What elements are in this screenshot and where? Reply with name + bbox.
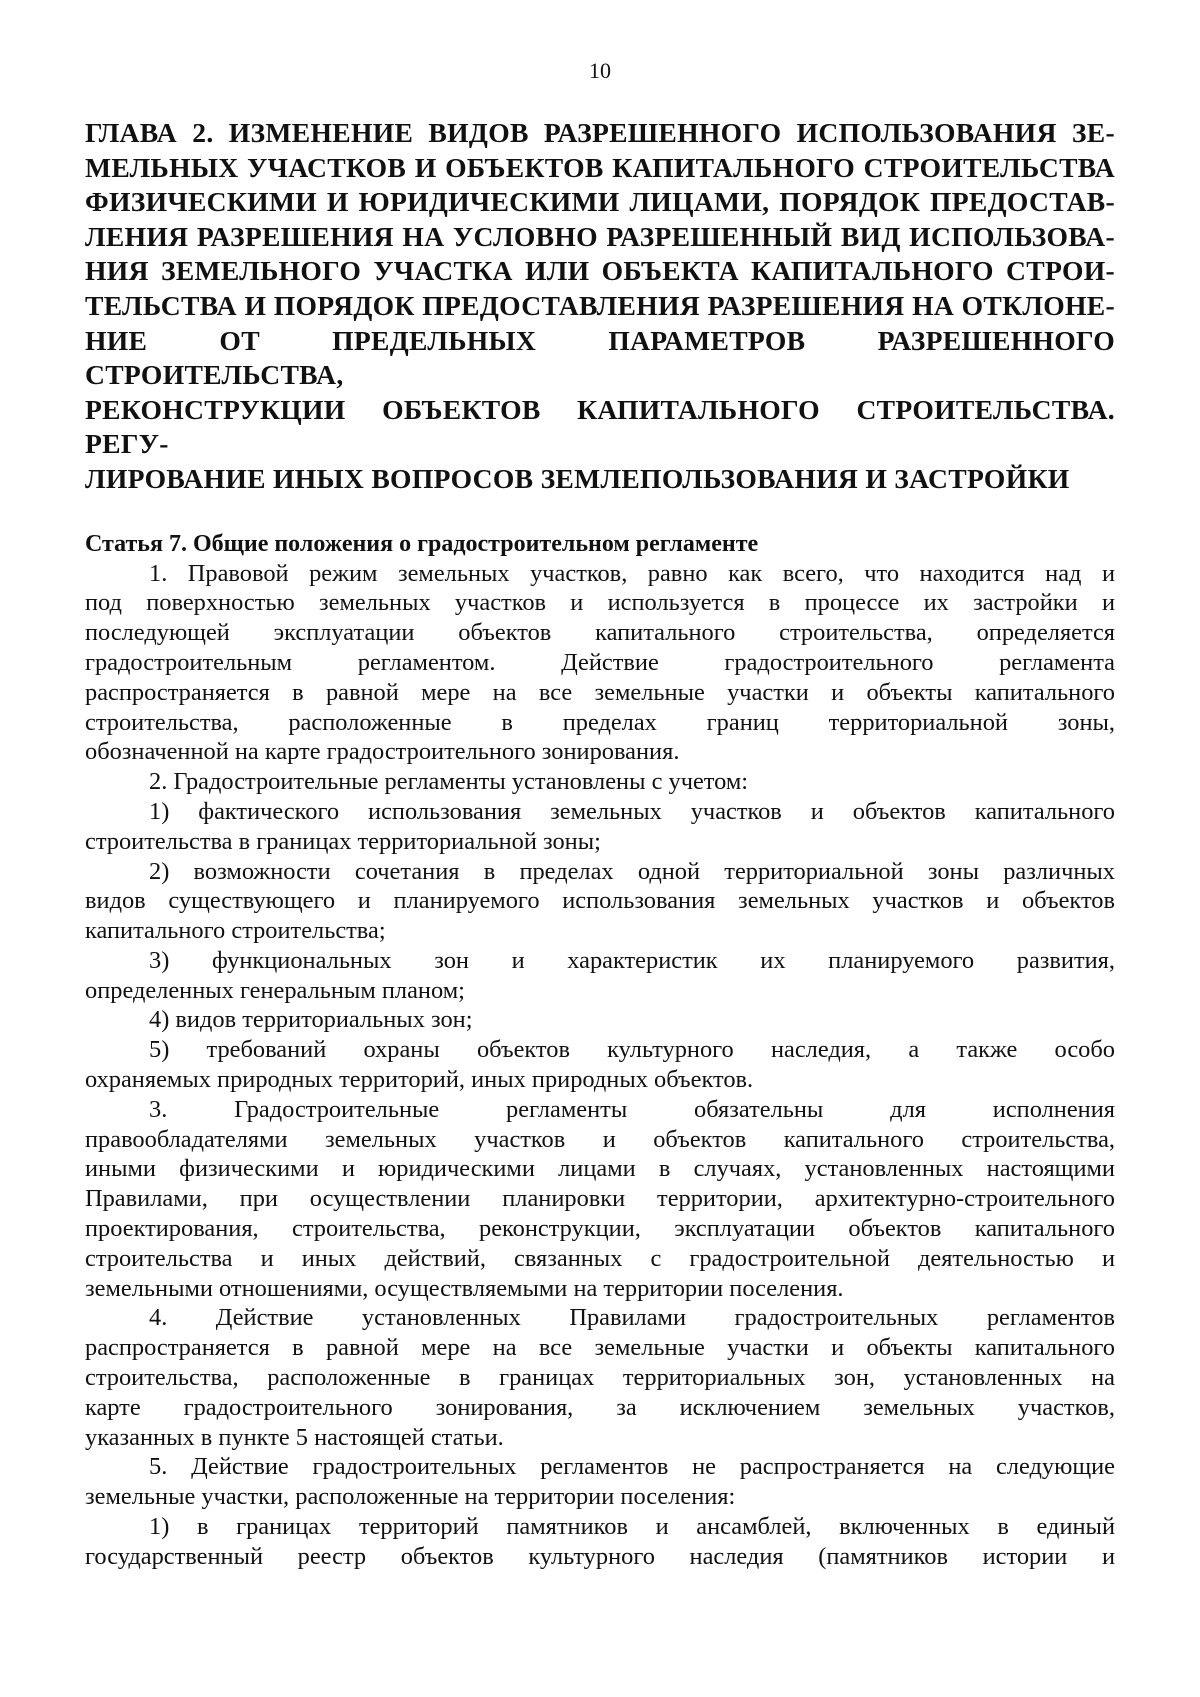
paragraph	[85, 1035, 1115, 1095]
paragraph-line: 1) фактического использования земельных участков и объектов капитального	[149, 797, 1115, 825]
paragraph-line: строительства, расположенные в границах территориальных зон, установленных на	[85, 1364, 1115, 1392]
paragraph-line: строительства, расположенные в пределах границ территориальной зоны,	[85, 708, 1115, 736]
paragraph-line: проектирования, строительства, реконструкции, эксплуатации объектов капитального	[85, 1215, 1115, 1243]
paragraph-line: Правилами, при осуществлении планировки территории, архитектурно-строительного	[85, 1185, 1115, 1213]
chapter-title-line: МЕЛЬНЫХ УЧАСТКОВ И ОБЪЕКТОВ КАПИТАЛЬНОГО СТРОИТЕЛЬСТВА	[85, 151, 1115, 183]
paragraph	[85, 559, 1115, 768]
paragraph	[85, 1512, 1115, 1572]
paragraph-line: строительства и иных действий, связанных с градостроительной деятельностью и	[85, 1244, 1115, 1272]
paragraph	[85, 797, 1115, 857]
paragraph-line: распространяется в равной мере на все земельные участки и объекты капитального	[85, 678, 1115, 706]
paragraph	[85, 857, 1115, 946]
paragraph	[85, 767, 1115, 797]
paragraph-line: под поверхностью земельных участков и используется в процессе их застройки и	[85, 589, 1115, 617]
paragraph	[85, 1005, 1115, 1035]
paragraph	[85, 946, 1115, 1006]
paragraph	[85, 1095, 1115, 1304]
paragraph-line: 2) возможности сочетания в пределах одной территориальной зоны различных	[149, 857, 1115, 885]
article-title: Статья 7. Общие положения о градостроительном регламенте	[85, 530, 759, 557]
paragraph-line: указанных в пункте 5 настоящей статьи.	[85, 1423, 504, 1451]
paragraph-line: капитального строительства;	[85, 917, 386, 945]
chapter-title-line: НИЯ ЗЕМЕЛЬНОГО УЧАСТКА ИЛИ ОБЪЕКТА КАПИТАЛЬНОГО СТРОИ-	[85, 255, 1115, 287]
chapter-title	[85, 116, 1115, 497]
chapter-title-line: РЕКОНСТРУКЦИИ ОБЪЕКТОВ КАПИТАЛЬНОГО СТРОИТЕЛЬСТВА. РЕГУ-	[85, 393, 1115, 460]
paragraph-line: 3. Градостроительные регламенты обязательны для исполнения	[149, 1095, 1115, 1123]
paragraph-line: охраняемых природных территорий, иных природных объектов.	[85, 1066, 754, 1094]
paragraph-line: правообладателями земельных участков и объектов капитального строительства,	[85, 1125, 1115, 1153]
paragraph-line: иными физическими и юридическими лицами в случаях, установленных настоящими	[85, 1155, 1115, 1183]
page-number: 10	[589, 58, 611, 83]
article-body	[85, 559, 1115, 1572]
paragraph-line: градостроительным регламентом. Действие градостроительного регламента	[85, 648, 1115, 676]
chapter-title-line: ФИЗИЧЕСКИМИ И ЮРИДИЧЕСКИМИ ЛИЦАМИ, ПОРЯДОК ПРЕДОСТАВ-	[85, 186, 1115, 218]
paragraph-line: обозначенной на карте градостроительного зонирования.	[85, 738, 680, 766]
paragraph-line: 5. Действие градостроительных регламентов не распространяется на следующие	[149, 1453, 1115, 1481]
chapter-title-line: ЛЕНИЯ РАЗРЕШЕНИЯ НА УСЛОВНО РАЗРЕШЕННЫЙ ВИД ИСПОЛЬЗОВА-	[85, 220, 1115, 252]
paragraph-line: государственный реестр объектов культурного наследия (памятников истории и	[85, 1542, 1115, 1570]
paragraph-line: карте градостроительного зонирования, за исключением земельных участков,	[85, 1393, 1115, 1421]
paragraph	[85, 1303, 1115, 1452]
chapter-title-line: ТЕЛЬСТВА И ПОРЯДОК ПРЕДОСТАВЛЕНИЯ РАЗРЕШЕНИЯ НА ОТКЛОНЕ-	[85, 289, 1115, 321]
paragraph-line: видов существующего и планируемого использования земельных участков и объектов	[85, 887, 1115, 915]
paragraph	[85, 1452, 1115, 1512]
paragraph-line: 2. Градостроительные регламенты установлены с учетом:	[149, 768, 749, 796]
chapter-title-line: ЛИРОВАНИЕ ИНЫХ ВОПРОСОВ ЗЕМЛЕПОЛЬЗОВАНИЯ И ЗАСТРОЙКИ	[85, 462, 1070, 494]
paragraph-line: последующей эксплуатации объектов капитального строительства, определяется	[85, 619, 1115, 647]
paragraph-line: 5) требований охраны объектов культурного наследия, а также особо	[149, 1036, 1115, 1064]
page-content	[85, 116, 1115, 1572]
paragraph-line: земельные участки, расположенные на территории поселения:	[85, 1483, 736, 1511]
chapter-title-line: ГЛАВА 2. ИЗМЕНЕНИЕ ВИДОВ РАЗРЕШЕННОГО ИСПОЛЬЗОВАНИЯ ЗЕ-	[85, 117, 1115, 148]
paragraph-line: 4. Действие установленных Правилами градостроительных регламентов	[149, 1304, 1115, 1332]
paragraph-line: 1. Правовой режим земельных участков, равно как всего, что находится над и	[149, 559, 1115, 587]
paragraph-line: земельными отношениями, осуществляемыми на территории поселения.	[85, 1274, 844, 1302]
chapter-title-line: НИЕ ОТ ПРЕДЕЛЬНЫХ ПАРАМЕТРОВ РАЗРЕШЕННОГО СТРОИТЕЛЬСТВА,	[85, 324, 1115, 391]
paragraph-line: определенных генеральным планом;	[85, 976, 465, 1004]
paragraph-line: 4) видов территориальных зон;	[149, 1006, 473, 1034]
paragraph-line: строительства в границах территориальной зоны;	[85, 827, 601, 855]
paragraph-line: 1) в границах территорий памятников и ансамблей, включенных в единый	[149, 1513, 1115, 1541]
paragraph-line: распространяется в равной мере на все земельные участки и объекты капитального	[85, 1334, 1115, 1362]
paragraph-line: 3) функциональных зон и характеристик их планируемого развития,	[149, 946, 1115, 974]
